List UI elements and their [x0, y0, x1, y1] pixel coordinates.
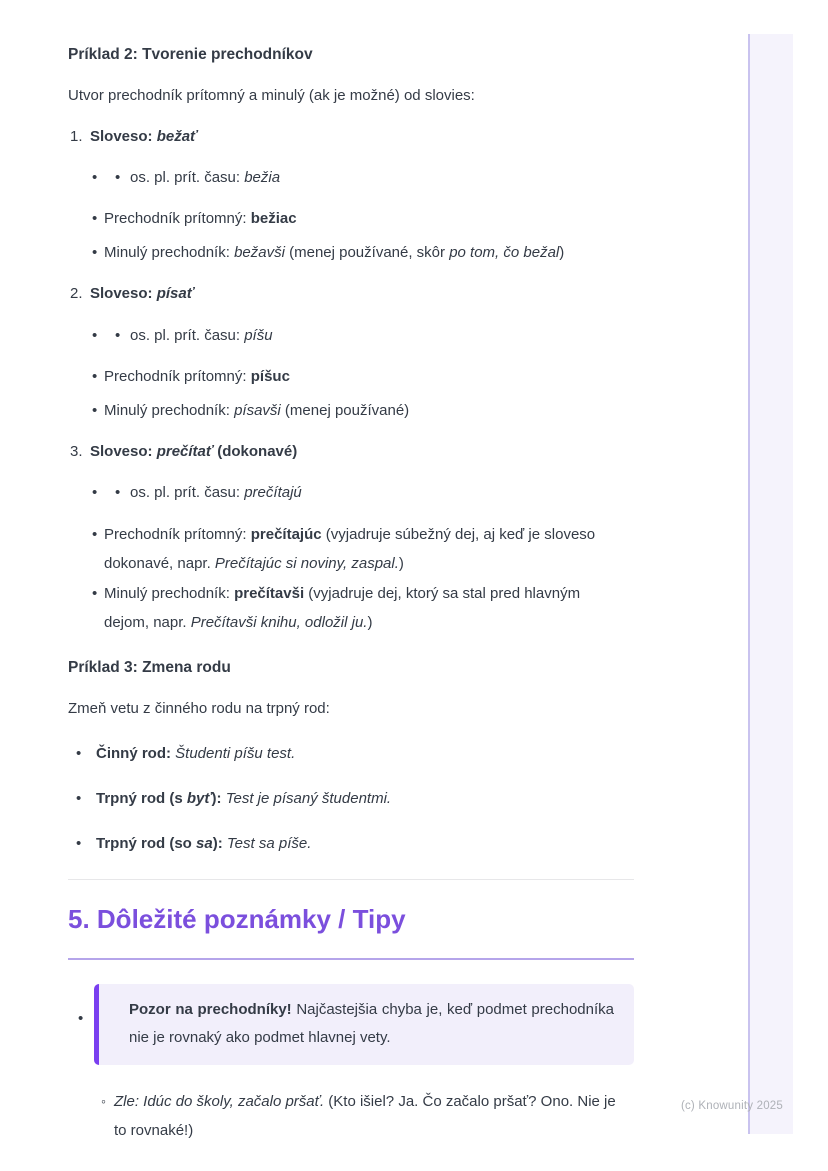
- list-item-verb-3: [68, 437, 634, 466]
- document-content: [68, 40, 634, 1145]
- list-item-verb-1: [68, 122, 634, 151]
- example2-intro: Utvor prechodník prítomný a minulý (ak je možné) od slovies:: [68, 87, 475, 104]
- bullet-icon: •: [92, 368, 98, 385]
- list-item-active-voice: [68, 739, 634, 768]
- list-item-text: Činný rod: Študenti píšu test.: [96, 745, 296, 762]
- list-item-text: Trpný rod (so sa): Test sa píše.: [96, 835, 312, 852]
- list-item-text: os. pl. prít. času: prečítajú: [130, 484, 302, 501]
- bullet-icon: •: [92, 210, 98, 227]
- list-item-text: Minulý prechodník: bežavši (menej používané, skôr po tom, čo bežal): [104, 244, 565, 261]
- list-item-text: os. pl. prít. času: píšu: [130, 327, 273, 344]
- example2-title: Príklad 2: Tvorenie prechodníkov: [68, 46, 313, 63]
- verb-title: Sloveso: bežať: [90, 128, 198, 145]
- list-item-present-transgressive: [68, 520, 634, 578]
- list-item-text: Trpný rod (s byť): Test je písaný študentmi.: [96, 790, 392, 807]
- list-number: 2.: [70, 285, 83, 302]
- list-item-past-transgressive: [68, 579, 634, 637]
- section5-heading: 5. Dôležité poznámky / Tipy: [68, 900, 634, 960]
- list-number: 3.: [70, 443, 83, 460]
- copyright-watermark: (c) Knowunity 2025: [680, 1100, 783, 1112]
- callout-text: Pozor na prechodníky! Najčastejšia chyba je, keď podmet prechodníka nie je rovnaký ako podmet hlavnej vety.: [129, 1001, 614, 1046]
- example3-title: Príklad 3: Zmena rodu: [68, 659, 231, 676]
- bullet-icon: •: [76, 835, 82, 852]
- callout-list-item: [68, 984, 634, 1065]
- list-item-present-tense: [68, 478, 634, 507]
- list-item-text: Prechodník prítomný: prečítajúc (vyjadruje súbežný dej, aj keď je sloveso dokonavé, napr. Prečítajúc si noviny, zaspal.): [104, 526, 596, 572]
- example3-intro: Zmeň vetu z činného rodu na trpný rod:: [68, 700, 330, 717]
- list-number: 1.: [70, 128, 83, 145]
- list-item-passive-sa: [68, 829, 634, 858]
- bullet-icon: •: [115, 169, 121, 186]
- list-item-text: Prechodník prítomný: bežiac: [104, 210, 297, 227]
- verb-title: Sloveso: prečítať (dokonavé): [90, 443, 298, 460]
- bullet-icon: •: [92, 526, 98, 543]
- warning-callout: [94, 984, 634, 1065]
- list-item-present-transgressive: [68, 362, 634, 391]
- list-item-present-tense: [68, 321, 634, 350]
- bullet-icon: •: [92, 244, 98, 261]
- list-item-present-transgressive: [68, 204, 634, 233]
- bullet-icon: •: [92, 169, 98, 186]
- bullet-icon: •: [76, 745, 82, 762]
- list-item-past-transgressive: [68, 396, 634, 425]
- bullet-icon: •: [78, 1010, 84, 1027]
- section-divider: [68, 879, 634, 880]
- bullet-icon: •: [92, 402, 98, 419]
- list-item-text: Minulý prechodník: písavši (menej používané): [104, 402, 410, 419]
- verb-title: Sloveso: písať: [90, 285, 194, 302]
- list-item-text: Zle: Idúc do školy, začalo pršať. (Kto išiel? Ja. Čo začalo pršať? Ono. Nie je to rovnaké!): [114, 1093, 616, 1139]
- circle-bullet-icon: ◦: [101, 1093, 106, 1109]
- list-item-text: os. pl. prít. času: bežia: [130, 169, 281, 186]
- list-item-text: Minulý prechodník: prečítavši (vyjadruje dej, ktorý sa stal pred hlavným dejom, napr. Prečítavši knihu, odložil ju.): [104, 585, 581, 631]
- bullet-icon: •: [76, 790, 82, 807]
- list-item-text: Prechodník prítomný: píšuc: [104, 368, 290, 385]
- list-item-verb-2: [68, 279, 634, 308]
- bullet-icon: •: [92, 585, 98, 602]
- list-item-past-transgressive: [68, 238, 634, 267]
- bullet-icon: •: [92, 327, 98, 344]
- bullet-icon: •: [115, 327, 121, 344]
- bullet-icon: •: [115, 484, 121, 501]
- list-item-wrong-example: [68, 1087, 634, 1145]
- list-item-passive-byt: [68, 784, 634, 813]
- next-page-edge: [748, 34, 793, 1134]
- bullet-icon: •: [92, 484, 98, 501]
- list-item-present-tense: [68, 163, 634, 192]
